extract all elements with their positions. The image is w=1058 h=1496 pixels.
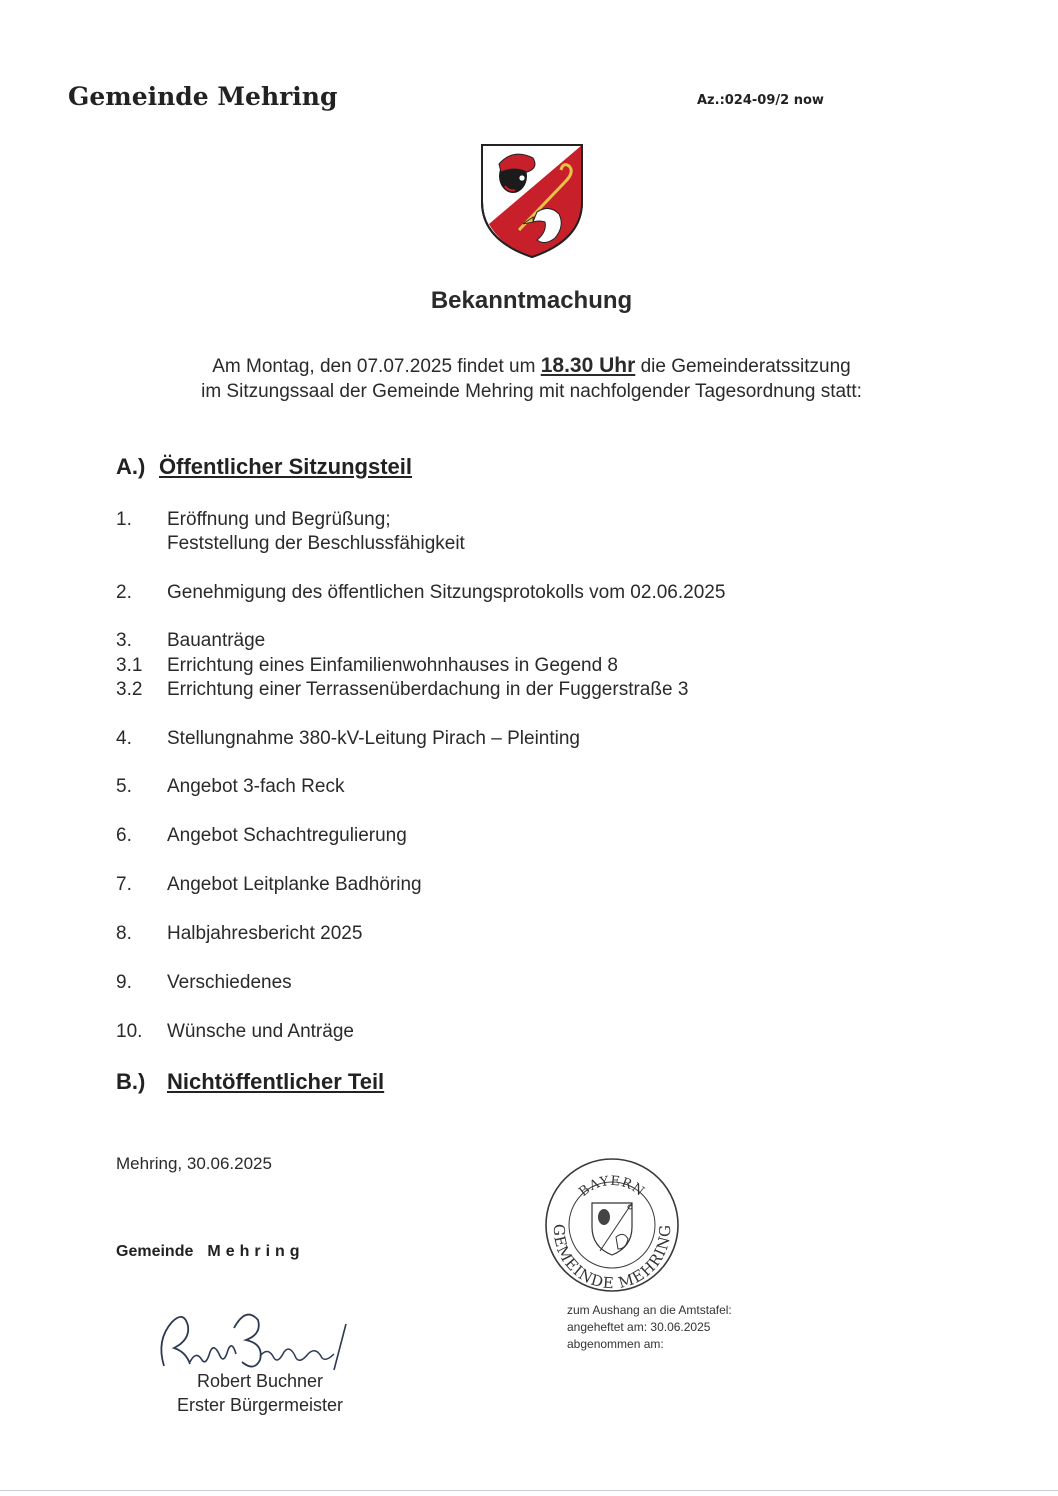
agenda-item: Eröffnung und Begrüßung; [167,509,391,530]
gemeinde-label: Gemeinde [116,1243,194,1260]
signer-title: Erster Bürgermeister [176,1395,344,1415]
agenda-number: 3. [116,630,132,651]
agenda-number: 3.1 [116,655,143,676]
official-seal-icon [542,1155,682,1295]
agenda-item: Halbjahresbericht 2025 [167,923,363,944]
municipality-name: Gemeinde Mehring [68,82,338,111]
handwritten-signature-icon [150,1300,370,1380]
seal-top-text: BAYERN [576,1173,648,1200]
notice-line: zum Aushang an die Amtstafel: [567,1303,732,1317]
agenda-item: Genehmigung des öffentlichen Sitzungsprotokolls vom 02.06.2025 [167,582,726,603]
agenda-item: Feststellung der Beschlussfähigkeit [167,533,465,554]
section-a-label: A.) [116,454,146,479]
agenda-number: 1. [116,509,132,530]
agenda-item: Stellungnahme 380-kV-Leitung Pirach – Pleinting [167,728,580,749]
agenda-item: Angebot Leitplanke Badhöring [167,874,422,895]
notice-line: abgenommen am: [567,1337,664,1351]
agenda-number: 5. [116,776,132,797]
gemeinde-name: Mehring [207,1243,305,1260]
scan-edge-divider [0,1490,1058,1491]
intro-text-before: Am Montag, den 07.07.2025 findet um [212,356,536,377]
agenda-number: 9. [116,972,132,993]
agenda-item: Angebot 3-fach Reck [167,776,345,797]
signer-name: Robert Buchner [196,1371,324,1391]
agenda-number: 7. [116,874,132,895]
agenda-number: 6. [116,825,132,846]
section-b-label: B.) [116,1069,146,1094]
agenda-item: Errichtung einer Terrassenüberdachung in der Fuggerstraße 3 [167,679,689,700]
agenda-number: 3.2 [116,679,143,700]
agenda-number: 8. [116,923,132,944]
page-title: Bekanntmachung [430,287,633,314]
reference-number: Az.:024-09/2 now [697,93,824,108]
agenda-item: Errichtung eines Einfamilienwohnhauses in Gegend 8 [167,655,618,676]
agenda-item: Verschiedenes [167,972,292,993]
coat-of-arms-icon [479,142,585,260]
agenda-item: Bauanträge [167,630,266,651]
agenda-number: 2. [116,582,132,603]
intro-text-after: die Gemeinderatssitzung [640,356,851,377]
intro-line-1 [0,354,1058,378]
notice-line: angeheftet am: 30.06.2025 [567,1320,711,1334]
signature-municipality [116,1243,305,1261]
section-a-heading: Öffentlicher Sitzungsteil [159,454,413,479]
agenda-item: Wünsche und Anträge [167,1021,354,1042]
svg-text:BAYERN [576,1174,647,1200]
agenda-item: Angebot Schachtregulierung [167,825,407,846]
place-date: Mehring, 30.06.2025 [116,1154,272,1173]
agenda-number: 10. [116,1021,143,1042]
meeting-time: 18.30 Uhr [540,354,636,377]
section-b-heading: Nichtöffentlicher Teil [167,1069,385,1094]
svg-text:GEMEINDE MEHRING [550,1224,674,1292]
seal-ring-text: GEMEINDE MEHRING [549,1223,675,1293]
agenda-number: 4. [116,728,132,749]
intro-line-2: im Sitzungssaal der Gemeinde Mehring mit nachfolgender Tagesordnung statt: [201,381,862,402]
